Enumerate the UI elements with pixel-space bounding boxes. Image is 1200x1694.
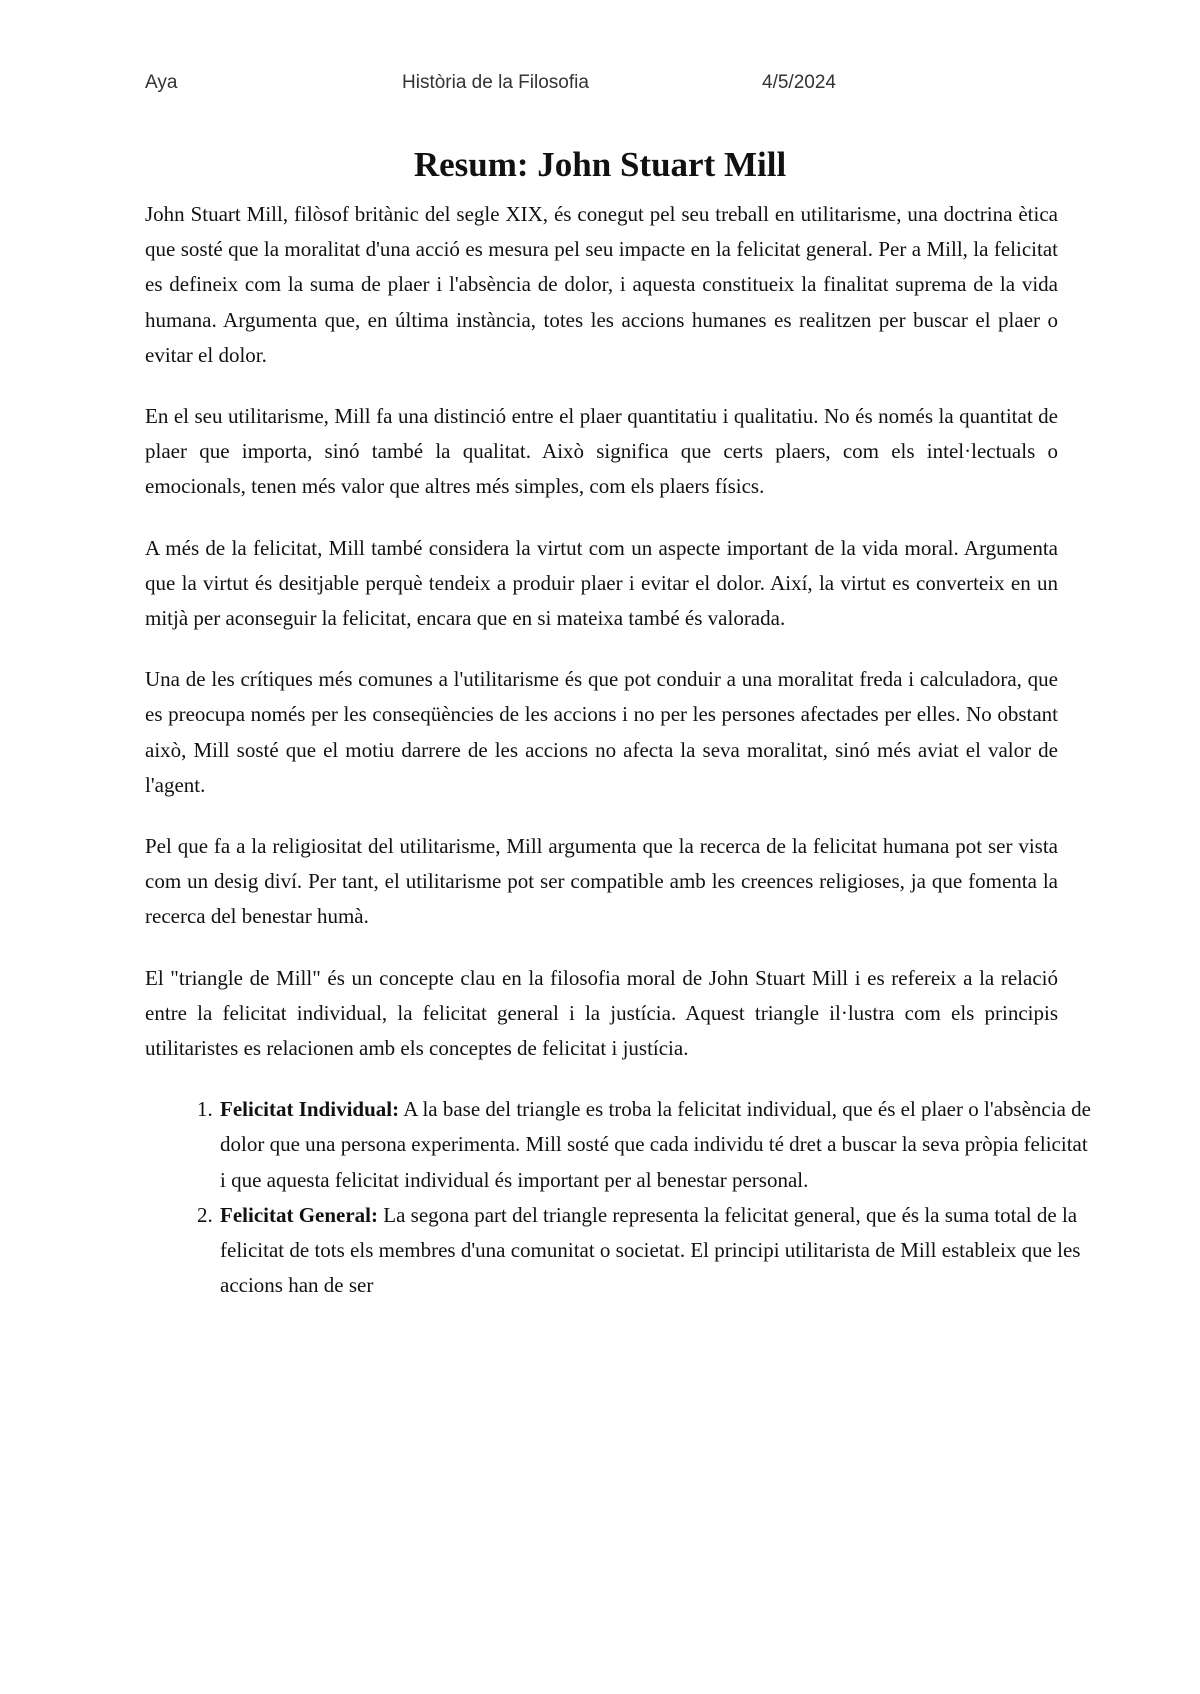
document-title: Resum: John Stuart Mill [413,145,787,184]
paragraph-intro: John Stuart Mill, filòsof britànic del segle XIX, és conegut pel seu treball en utilitarisme, una doctrina ètica que sosté que la moralitat d'una acció es mesura pel seu impacte en la felicitat general. Per a Mill, la felicitat es defineix com la suma de plaer i l'absència de dolor, i aquesta constitueix la finalitat suprema de la vida humana. Argumenta que, en última instància, totes les accions humanes es realitzen per buscar el plaer o evitar el dolor. [145,202,1058,367]
paragraph-criticism: Una de les crítiques més comunes a l'utilitarisme és que pot conduir a una moralitat freda i calculadora, que es preocupa només per les conseqüències de les accions i no per les persones afectades per elles. No obstant això, Mill sosté que el motiu darrere de les accions no afecta la seva moralitat, sinó més aviat el valor de l'agent. [145,667,1058,797]
header-course: Història de la Filosofia [402,72,589,93]
triangle-list [145,1092,1098,1303]
document-body [145,197,1091,1303]
paragraph-virtue: A més de la felicitat, Mill també considera la virtut com un aspecte important de la vida moral. Argumenta que la virtut és desitjable perquè tendeix a produir plaer i evitar el dolor. Així, la virtut es converteix en un mitjà per aconseguir la felicitat, encara que en si mateixa també és valorada. [145,535,1058,631]
list-item-text: La segona part del triangle representa la felicitat general, que és la suma total de la felicitat de tots els membres d'una comunitat o societat. El principi utilitarista de Mill estableix que les accions han de ser [220,1202,1081,1298]
list-item-term: Felicitat Individual: [220,1097,400,1122]
paragraph-quantitative-qualitative: En el seu utilitarisme, Mill fa una distinció entre el plaer quantitatiu i qualitatiu. No és només la quantitat de plaer que importa, sinó també la qualitat. Això significa que certs plaers, com els intel·lectuals o emocionals, tenen més valor que altres més simples, com els plaers físics. [145,404,1058,499]
page-header [145,72,1065,102]
list-item-text: A la base del triangle es troba la felicitat individual, que és el plaer o l'absència de dolor que una persona experimenta. Mill sosté que cada individu té dret a buscar la seva pròpia felicitat i que aquesta felicitat individual és important per al benestar personal. [220,1097,1091,1192]
header-author: Aya [145,72,178,93]
list-item [218,1198,1098,1304]
list-item [218,1092,1098,1198]
header-date: 4/5/2024 [762,72,836,93]
list-item-term: Felicitat General: [220,1202,379,1227]
paragraph-mill-triangle: El "triangle de Mill" és un concepte clau en la filosofia moral de John Stuart Mill i es refereix a la relació entre la felicitat individual, la felicitat general i la justícia. Aquest triangle il·lustra com els principis utilitaristes es relacionen amb els conceptes de felicitat i justícia. [145,965,1058,1061]
paragraph-religiosity: Pel que fa a la religiositat del utilitarisme, Mill argumenta que la recerca de la felicitat humana pot ser vista com un desig diví. Per tant, el utilitarisme pot ser compatible amb les creences religioses, ja que fomenta la recerca del benestar humà. [145,834,1058,929]
